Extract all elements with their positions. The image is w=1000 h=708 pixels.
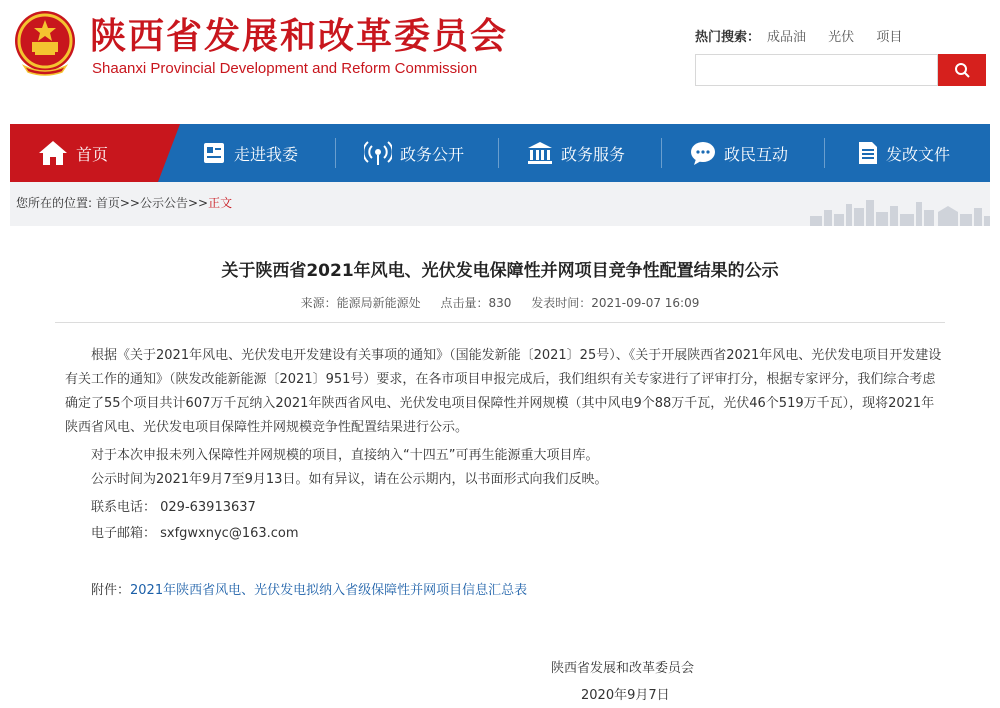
nav-item-label: 政务公开 xyxy=(400,144,465,164)
contact-phone: 联系电话： 029-63913637 xyxy=(91,500,256,515)
breadcrumb-bar xyxy=(10,182,990,226)
search-button[interactable] xyxy=(938,54,986,86)
nav-item-interaction[interactable] xyxy=(690,124,788,182)
nav-item-about[interactable] xyxy=(202,124,298,182)
site-header xyxy=(0,0,1000,124)
hot-search-terms xyxy=(767,26,920,45)
signature-org: 陕西省发展和改革委员会 xyxy=(551,661,695,676)
id-card-icon xyxy=(202,142,226,164)
signature-date: 2020年9月7日 xyxy=(581,688,670,703)
article-paragraph: 对于本次申报未列入保障性并网规模的项目，直接纳入“十四五”可再生能源重大项目库。 xyxy=(91,448,599,463)
article-source: 来源：能源局新能源处 xyxy=(300,296,421,310)
hot-search-term[interactable]: 光伏 xyxy=(828,30,855,45)
nav-item-home[interactable] xyxy=(10,124,158,182)
breadcrumb-prefix: 您所在的位置: xyxy=(16,196,96,210)
article-meta xyxy=(55,294,945,311)
title-divider xyxy=(55,322,945,323)
attachment xyxy=(91,579,527,598)
nav-item-label: 政民互动 xyxy=(724,144,789,164)
breadcrumb xyxy=(16,194,232,211)
attachment-link[interactable]: 2021年陕西省风电、光伏发电拟纳入省级保障性并网项目信息汇总表 xyxy=(130,583,528,598)
article-paragraph: 公示时间为2021年9月7至9月13日。如有异议，请在公示期内，以书面形式向我们反映。 xyxy=(91,472,608,487)
broadcast-icon xyxy=(364,140,392,166)
article-clicks: 点击量：830 xyxy=(440,296,512,310)
article-published: 发表时间：2021-09-07 16:09 xyxy=(531,296,700,310)
chat-icon xyxy=(690,141,716,165)
nav-item-gov-affairs[interactable] xyxy=(364,124,464,182)
attachment-label: 附件： xyxy=(91,583,131,598)
breadcrumb-path[interactable]: 首页>>公示公告>> xyxy=(95,196,209,210)
hot-search-label: 热门搜索： xyxy=(695,30,761,45)
article-paragraph: 根据《关于2021年风电、光伏发电开发建设有关事项的通知》（国能发新能〔2021〕25号）、《关于开展陕西省2021年风电、光伏发电项目开发建设有关工作的通知》（陕发改能新能源〔2021〕951号）要求，在各市项目申报完成后，我们组织有关专家进行了评审打分，根据专家评分，我们综合考虑确定了55个项目共计607万千瓦纳入2021年陕西省风电、光伏发电项目保障性并网规模（其中风电9个88万千瓦，光伏46个519万千瓦），现将2021年陕西省风电、光伏发电项目保障性并网规模竞争性配置结果进行公示。 xyxy=(65,348,942,435)
hot-search-term[interactable]: 项目 xyxy=(876,30,903,45)
org-name-en: Shaanxi Provincial Development and Reform Commission xyxy=(92,60,478,77)
search-icon xyxy=(954,62,970,78)
article-title: 关于陕西省2021年风电、光伏发电保障性并网项目竞争性配置结果的公示 xyxy=(221,261,779,281)
breadcrumb-current: 正文 xyxy=(208,196,233,210)
building-icon xyxy=(527,141,553,165)
nav-item-documents[interactable] xyxy=(858,124,950,182)
nav-item-label: 首页 xyxy=(76,144,109,164)
nav-item-label: 政务服务 xyxy=(561,144,626,164)
org-name-cn: 陕西省发展和改革委员会 xyxy=(90,16,509,57)
search-input[interactable] xyxy=(695,54,938,86)
nav-item-label: 发改文件 xyxy=(886,144,951,164)
city-skyline-decoration xyxy=(810,196,990,226)
nav-item-gov-services[interactable] xyxy=(527,124,625,182)
document-icon xyxy=(858,141,878,165)
main-nav xyxy=(10,124,990,182)
contact-email: 电子邮箱： sxfgwxnyc@163.com xyxy=(91,526,299,541)
nav-item-label: 走进我委 xyxy=(234,144,299,164)
national-emblem-icon xyxy=(10,8,80,78)
home-icon xyxy=(38,140,68,166)
hot-search-term[interactable]: 成品油 xyxy=(767,30,807,45)
